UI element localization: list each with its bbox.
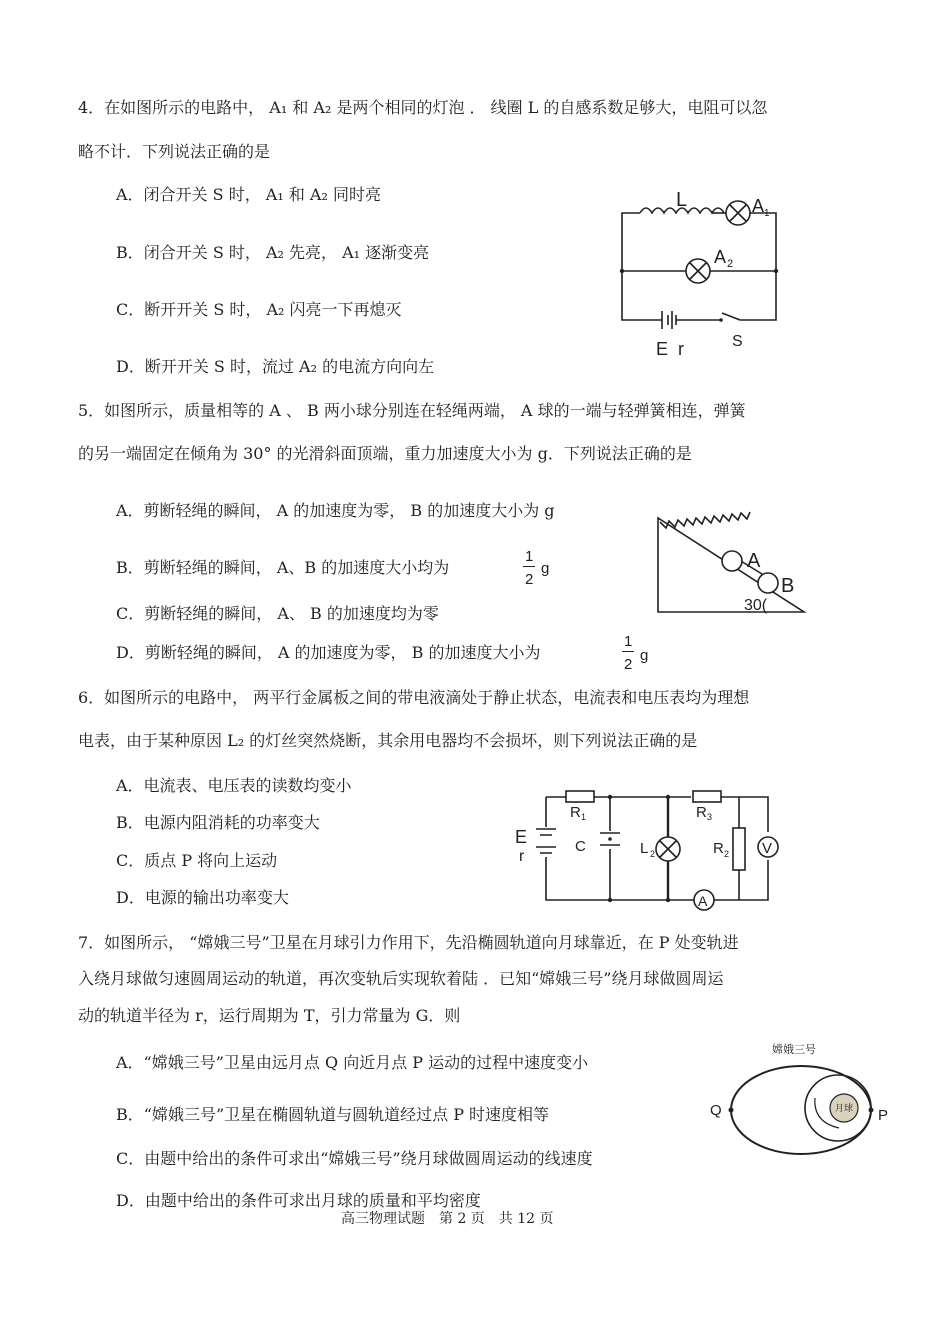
label-r3: R <box>696 804 707 821</box>
resistor-r1 <box>566 791 594 802</box>
label-e: E <box>656 339 669 359</box>
q4-option-d: D．断开开关 S 时，流过 A₂ 的电流方向向左 <box>116 357 435 376</box>
label-e: E <box>515 827 528 847</box>
label-ammeter: A <box>698 893 708 909</box>
ball-a <box>722 551 742 571</box>
resistor-r3 <box>693 791 721 802</box>
svg-text:1: 1 <box>764 208 770 219</box>
q6-stem-line2: 电表，由于某种原因 L₂ 的灯丝突然烧断，其余用电器均不会损坏，则下列说法正确的是 <box>78 731 698 750</box>
label-ball-b: B <box>781 575 795 597</box>
q5-d-fraction-g: g <box>640 647 649 664</box>
q4-stem-line1: 4．在如图所示的电路中， A₁ 和 A₂ 是两个相同的灯泡 ． 线圈 L 的自感系数足够大，电阻可以忽 <box>78 98 768 117</box>
svg-text:2: 2 <box>724 849 730 859</box>
label-p: P <box>878 1107 889 1124</box>
label-title: 嫦娥三号 <box>772 1044 816 1056</box>
q5-b-fraction-bar <box>523 566 535 567</box>
q5-b-fraction-den: 2 <box>525 571 534 588</box>
lamp-l2 <box>656 837 680 861</box>
q5-b-fraction-num: 1 <box>525 548 534 565</box>
label-r1: R <box>570 804 581 821</box>
label-s: S <box>732 333 743 350</box>
label-q: Q <box>710 1102 722 1119</box>
label-a1: A <box>752 196 765 216</box>
label-r2: R <box>713 840 724 857</box>
q5-d-fraction-num: 1 <box>624 633 633 650</box>
q5-option-c: C．剪断轻绳的瞬间， A、 B 的加速度均为零 <box>116 604 439 623</box>
svg-text:2: 2 <box>650 849 656 859</box>
page-footer: 高三物理试题 第 2 页 共 12 页 <box>341 1211 554 1227</box>
q7-stem-line1: 7．如图所示， “嫦娥三号”卫星在月球引力作用下，先沿椭圆轨道向月球靠近，在 P 处变轨进 <box>78 933 739 952</box>
label-l: L <box>676 189 688 211</box>
label-moon: 月球 <box>835 1103 854 1113</box>
q5-d-fraction-bar <box>622 651 634 652</box>
spring <box>660 512 750 528</box>
q5-incline-figure <box>650 510 810 620</box>
q5-stem-line2: 的另一端固定在倾角为 30° 的光滑斜面顶端，重力加速度大小为 g．下列说法正确的是 <box>78 444 692 463</box>
svg-text:2: 2 <box>727 258 734 270</box>
label-c: C <box>575 838 586 855</box>
label-v: V <box>762 840 773 857</box>
q4-stem-line2: 略不计．下列说法正确的是 <box>78 142 271 161</box>
label-l2: L <box>640 840 649 857</box>
q5-option-b: B．剪断轻绳的瞬间， A、B 的加速度大小均为 <box>116 558 450 577</box>
q4-option-a: A．闭合开关 S 时， A₁ 和 A₂ 同时亮 <box>116 185 381 204</box>
q6-option-b: B．电源内阻消耗的功率变大 <box>116 813 320 832</box>
point-q <box>729 1108 734 1113</box>
label-r: r <box>519 848 525 865</box>
ball-b <box>758 573 778 593</box>
resistor-r2 <box>733 828 745 870</box>
q4-option-c: C．断开开关 S 时， A₂ 闪亮一下再熄灭 <box>116 300 402 319</box>
q5-b-fraction-g: g <box>541 560 550 577</box>
q6-option-a: A．电流表、电压表的读数均变小 <box>116 776 352 795</box>
label-ball-a: A <box>747 550 761 572</box>
q6-option-d: D．电源的输出功率变大 <box>116 888 289 907</box>
switch-blade <box>722 313 740 320</box>
q6-circuit-figure <box>510 785 790 913</box>
point-p <box>869 1108 874 1113</box>
label-a2: A <box>714 247 727 267</box>
lamp-a1 <box>726 201 750 225</box>
svg-text:1: 1 <box>581 812 587 822</box>
q6-stem-line1: 6．如图所示的电路中， 两平行金属板之间的带电液滴处于静止状态，电流表和电压表均为理想 <box>78 688 750 707</box>
q7-stem-line3: 动的轨道半径为 r，运行周期为 T，引力常量为 G．则 <box>78 1006 461 1025</box>
q5-option-a: A．剪断轻绳的瞬间， A 的加速度为零， B 的加速度大小为 g <box>116 501 555 520</box>
label-angle: 30( <box>744 597 768 614</box>
q7-stem-line2: 入绕月球做匀速圆周运动的轨道，再次变轨后实现软着陆 ．已知“嫦娥三号”绕月球做圆周运 <box>78 969 724 988</box>
q7-orbit-figure <box>705 1040 895 1162</box>
label-r: r <box>678 339 684 359</box>
svg-text:3: 3 <box>707 812 713 822</box>
q4-circuit-figure <box>610 185 790 360</box>
q6-option-c: C．质点 P 将向上运动 <box>116 851 278 870</box>
q7-option-d: D．由题中给出的条件可求出月球的质量和平均密度 <box>116 1191 481 1210</box>
q7-option-c: C．由题中给出的条件可求出“嫦娥三号”绕月球做圆周运动的线速度 <box>116 1149 593 1168</box>
q7-option-b: B．“嫦娥三号”卫星在椭圆轨道与圆轨道经过点 P 时速度相等 <box>116 1105 550 1124</box>
q4-option-b: B．闭合开关 S 时， A₂ 先亮， A₁ 逐渐变亮 <box>116 243 430 262</box>
lamp-a2 <box>686 259 710 283</box>
q7-option-a: A．“嫦娥三号”卫星由远月点 Q 向近月点 P 运动的过程中速度变小 <box>116 1053 589 1072</box>
droplet-p <box>608 837 612 841</box>
q5-d-fraction-den: 2 <box>624 656 633 673</box>
q5-option-d: D．剪断轻绳的瞬间， A 的加速度为零， B 的加速度大小为 <box>116 643 541 662</box>
q5-stem-line1: 5．如图所示，质量相等的 A 、 B 两小球分别连在轻绳两端， A 球的一端与轻弹簧相连，弹簧 <box>78 401 746 420</box>
